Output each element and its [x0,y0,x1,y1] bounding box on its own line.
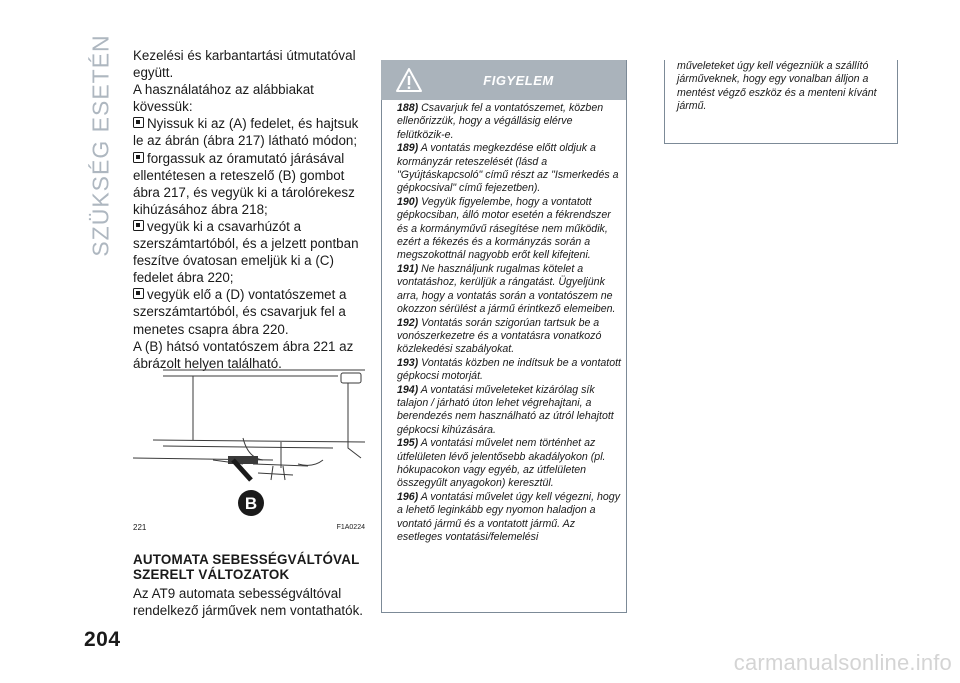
warning-item [397,263,623,317]
warning-item [397,317,623,357]
warning-item-number: 190) [397,195,419,208]
bullet-square-icon [133,152,144,163]
bullet-item [133,218,365,286]
warning-continuation [677,60,892,114]
warning-header [381,60,626,100]
warning-item-text: Ne használjunk rugalmas kötelet a vontatáshoz, kerüljük a rángatást. Ügyeljünk arra, hogy a vontatás során a vontatószem ne okozzon sérülést a jármű érintkező elemeiben. [397,262,616,316]
section-side-title [84,33,118,257]
continuation-box-left-border [664,60,665,144]
warning-item-number: 191) [397,262,419,275]
section-heading-line: AUTOMATA SEBESSÉGVÁLTÓVAL [133,552,360,567]
bullet-text: forgassuk az óramutató járásával ellentétesen a reteszelő (B) gombot ábra 217, és vegyük ki a tárolórekesz kihúzásához ábra 218; [133,150,355,217]
main-text-column [133,47,365,372]
warning-item [397,102,623,142]
bullet-text: vegyük elő a (D) vontatószemet a szerszámtartóból, és csavarjuk fel a menetes csapra ábra 220. [133,287,347,337]
section-body-text: Az AT9 automata sebességváltóval rendelkező járművek nem vontathatók. [133,586,363,618]
page-number: 204 [84,628,121,651]
bullet-item [133,286,365,337]
figure-number: 221 [133,523,147,532]
warning-item-number: 196) [397,490,419,503]
warning-item-text: A vontatási műveleteket kizárólag sík talajon / járható úton lehet végrehajtani, a berendezés nem használható az útról lehajtott gépkocsi kihúzására. [397,383,614,436]
bullet-square-icon [133,220,144,231]
closing-paragraph: A (B) hátsó vontatószem ábra 221 az ábrázolt helyen található. [133,338,354,371]
warning-item-number: 194) [397,383,419,396]
figure-reference: F1A0224 [336,524,365,531]
warning-item [397,142,623,196]
section-body [133,585,373,619]
warning-title: FIGYELEM [483,72,554,88]
section-heading-line: SZERELT VÁLTOZATOK [133,567,290,582]
rear-towing-eye-illustration [133,368,365,520]
warning-item [397,357,623,384]
warning-box-left-border [381,60,382,613]
warning-list [397,102,623,544]
bullet-item [133,150,365,218]
warning-triangle-icon [391,60,427,100]
warning-item-text: Csavarjuk fel a vontatószemet, közben ellenőrizzük, hogy a végállásig elérve felütközik-e. [397,102,604,141]
warning-item-number: 188) [397,102,419,114]
warning-item [397,384,623,438]
warning-item-number: 192) [397,316,419,329]
figure-caption [133,523,365,532]
bullet-text: vegyük ki a csavarhúzót a szerszámtartóból, és a jelzett pontban feszítve óvatosan emeljük ki a (C) fedelet ábra 220; [133,218,359,286]
warning-item [397,196,623,263]
continuation-box-bottom-border [664,143,897,144]
warning-item-text: A vontatás megkezdése előtt oldjuk a kormányzár reteszelését (lásd a "Gyújtáskapcsoló" című részt az "Ismerkedés a gépkocsival" című fejezetben). [397,142,619,195]
warning-item-number: 193) [397,356,419,369]
continuation-box-right-border [897,60,898,144]
vehicle-rear-drawing [133,368,365,520]
warning-item [397,437,623,491]
bullet-text: Nyissuk ki az (A) fedelet, és hajtsuk le az ábrán (ábra 217) látható módon; [133,116,359,149]
warning-item-text: A vontatási művelet nem történhet az útfelületen lévő jelentősebb akadályokon (pl. hókupacokon vagy egyéb, az útfelületen összegyűlt anyagokon) keresztül. [397,437,606,490]
warning-item-text: Vontatás során szigorúan tartsuk be a vonószerkezetre és a vontatásra vonatkozó közlekedési szabályokat. [397,316,602,356]
section-heading [133,552,373,582]
instruction-intro: A használatához az alábbiakat kövessük: [133,82,314,115]
bullet-square-icon [133,117,144,128]
warning-item-text: Vontatás közben ne indítsuk be a vontatott gépkocsi motorját. [397,356,622,383]
site-watermark: carmanualsonline.info [733,650,952,675]
callout-label: B [244,494,258,513]
bullet-square-icon [133,288,144,299]
warning-item-number: 195) [397,437,419,450]
warning-item-text: Vegyük figyelembe, hogy a vontatott gépkocsiban, álló motor esetén a fékrendszer és a kormányművű rásegítése nem működik, ezért a fékezés és a kormányzás során a megszokottnál nagyobb erőt kell kifejteni. [397,195,611,262]
warning-continuation-text: műveleteket úgy kell végezniük a szállító járműveknek, hogy egy vonalban álljon a mentést végző eszköz és a menteni kívánt jármű. [677,60,877,113]
warning-box-right-border [626,60,627,613]
warning-item [397,491,623,545]
warning-item-text: A vontatási művelet úgy kell végezni, hogy a lehető leginkább egy nyomon haladjon a vontató jármű és a vontatott jármű. Az esetleges vontatási/felemelési [397,490,620,543]
bullet-item [133,115,365,149]
side-title-text: SZÜKSÉG ESETÉN [87,33,114,257]
warning-box-bottom-border [381,612,626,613]
warning-item-number: 189) [397,142,419,155]
intro-paragraph: Kezelési és karbantartási útmutatóval együtt. [133,48,356,81]
